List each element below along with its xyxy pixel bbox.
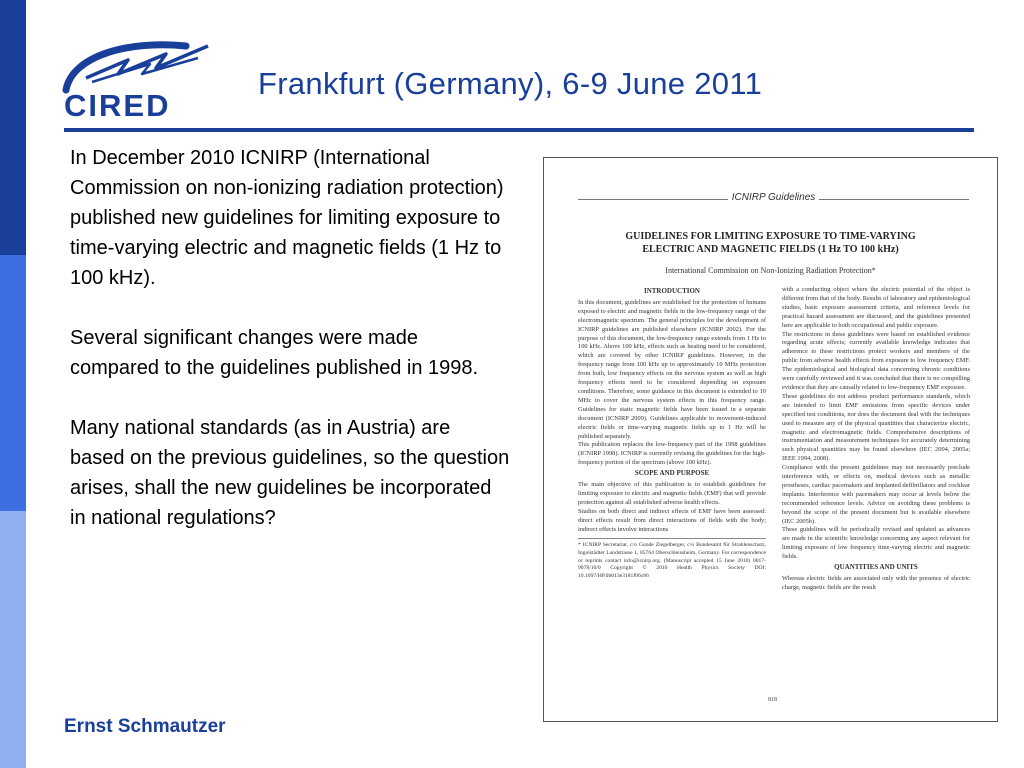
logo-text: CIRED xyxy=(64,88,171,120)
document-paragraph: Studies on both direct and indirect effects of EMF have been assessed: direct effects result from direct interactions of fields with the body; indirect effects involve interactions xyxy=(578,507,766,533)
document-title-line-1: GUIDELINES FOR LIMITING EXPOSURE TO TIME-VARYING xyxy=(625,231,916,242)
document-paragraph: These guidelines will be periodically revised and updated as advances are made in the scientific knowledge concerning any aspect relevant for limiting exposure of low frequency time-varying electric and magnetic fields. xyxy=(782,526,970,561)
left-stripe-bottom xyxy=(0,511,26,768)
left-stripe-middle xyxy=(0,255,26,511)
document-paragraph: Whereas electric fields are associated only with the presence of electric charge, magnetic fields are the result xyxy=(782,575,970,591)
document-header-rule-right xyxy=(819,199,969,200)
document-footnote: * ICNIRP Secretariat, c/o Gunde Ziegelberger, c/o Bundesamt für Strahlenschutz, Ingolstädter Landstrasse 1, 85764 Oberschleissheim, Germany. For correspondence or reprints contact info@icnirp.org. (Manuscript accepted 15 June 2010) 0017-9078/10/0 Copyright © 2010 Health Physics Society DOI: 10.1097/HP.0b013e3181f06c86 xyxy=(578,538,766,580)
document-paragraph: with a conducting object where the electric potential of the object is different from that of the body. Results of laboratory and epidemiological studies, basic exposure assessment criteria, and reference levels for practical hazard assessment are discussed, and the guidelines presented here are applicable to both occupational and public exposure. xyxy=(782,286,970,329)
document-image xyxy=(543,157,998,722)
document-header xyxy=(578,192,969,206)
document-heading-quantities: QUANTITIES AND UNITS xyxy=(834,563,918,572)
left-stripe-top xyxy=(0,0,26,255)
document-paragraph: These guidelines do not address product performance standards, which are intended to limit EMF emissions from specific devices under specified test conditions, nor does the document deal with the techniques used to measure any of the physical quantities that characterize electric, magnetic and electromagnetic fields. Comprehensive descriptions of instrumentation and measurement techniques for accurately determining such physical quantities may be found elsewhere (IEC 2004, 2005a; IEEE 1994, 2008). xyxy=(782,392,970,463)
cired-logo xyxy=(58,38,218,120)
body-text xyxy=(70,143,510,563)
document-page-number: 818 xyxy=(768,697,777,703)
document-paragraph: In this document, guidelines are established for the protection of humans exposed to electric and magnetic fields in the low-frequency range of the electromagnetic spectrum. The general principles for the development of ICNIRP guidelines are published elsewhere (ICNIRP 2002). For the purpose of this document, the low-frequency range extends from 1 Hz to 100 kHz. Above 100 kHz, effects such as heating need to be considered, which are covered by other ICNIRP guidelines. However, in the frequency range from 100 kHz up to approximately 10 MHz protection from both, low frequency effects on the nervous system as well as high frequency effects need to be considered depending on exposure conditions. Therefore, some guidance in this document is extended to 10 MHz to cover the nervous system effects in this frequency range. Guidelines for static magnetic fields have been issued in a separate document (ICNIRP 2009). Guidelines applicable to movement-induced electric fields or time-varying magnetic fields up to 1 Hz will be published separately. xyxy=(578,298,766,440)
document-paragraph: The restrictions in these guidelines were based on established evidence regarding acute effects; currently available knowledge indicates that adherence to these restrictions protect workers and members of the public from adverse health effects from exposure to low frequency EMF. The epidemiological and biological data concerning chronic conditions were carefully reviewed and it was concluded that there is no compelling evidence that they are causally related to low-frequency EMF exposure. xyxy=(782,330,970,391)
document-right-column xyxy=(782,286,970,593)
paragraph-1: In December 2010 ICNIRP (International Commission on non-ionizing radiation protection) published new guidelines for limiting exposure to time-varying electric and magnetic fields (1 Hz to 100 kHz). xyxy=(70,147,504,289)
paragraph-2: Several significant changes were made compared to the guidelines published in 1998. xyxy=(70,327,479,379)
page-title: Frankfurt (Germany), 6-9 June 2011 xyxy=(258,66,763,101)
document-title-line-2: ELECTRIC AND MAGNETIC FIELDS (1 Hz TO 100 kHz) xyxy=(642,244,899,255)
document-paragraph: The main objective of this publication is to establish guidelines for limiting exposure to electric and magnetic fields (EMF) that will provide protection against all established adverse health effects. xyxy=(578,481,766,506)
document-paragraph: Compliance with the present guidelines may not necessarily preclude interference with, or effects on, medical devices such as metallic prostheses, cardiac pacemakers and implanted defibrillators and cochlear implants. Interference with pacemakers may occur at levels below the recommended reference levels. Advice on avoiding these problems is beyond the scope of the present document but is available elsewhere (IEC 2005b). xyxy=(782,464,970,525)
document-left-column xyxy=(578,286,766,580)
document-heading-introduction: INTRODUCTION xyxy=(643,287,700,295)
paragraph-3: Many national standards (as in Austria) are based on the previous guidelines, so the question arises, shall the new guidelines be incorporated in national regulations? xyxy=(70,417,510,529)
document-title xyxy=(574,230,967,256)
footer-author: Ernst Schmautzer xyxy=(64,716,226,737)
header-divider xyxy=(64,128,974,132)
document-paragraph: This publication replaces the low-frequency part of the 1998 guidelines (ICNIRP 1998). ICNIRP is currently revising the guidelines for the high-frequency portion of the spectrum (above 100 kHz). xyxy=(578,441,766,467)
document-header-label: ICNIRP Guidelines xyxy=(731,192,816,203)
document-heading-scope: SCOPE AND PURPOSE xyxy=(634,469,710,478)
document-author: International Commission on Non-Ionizing Radiation Protection* xyxy=(665,266,876,275)
